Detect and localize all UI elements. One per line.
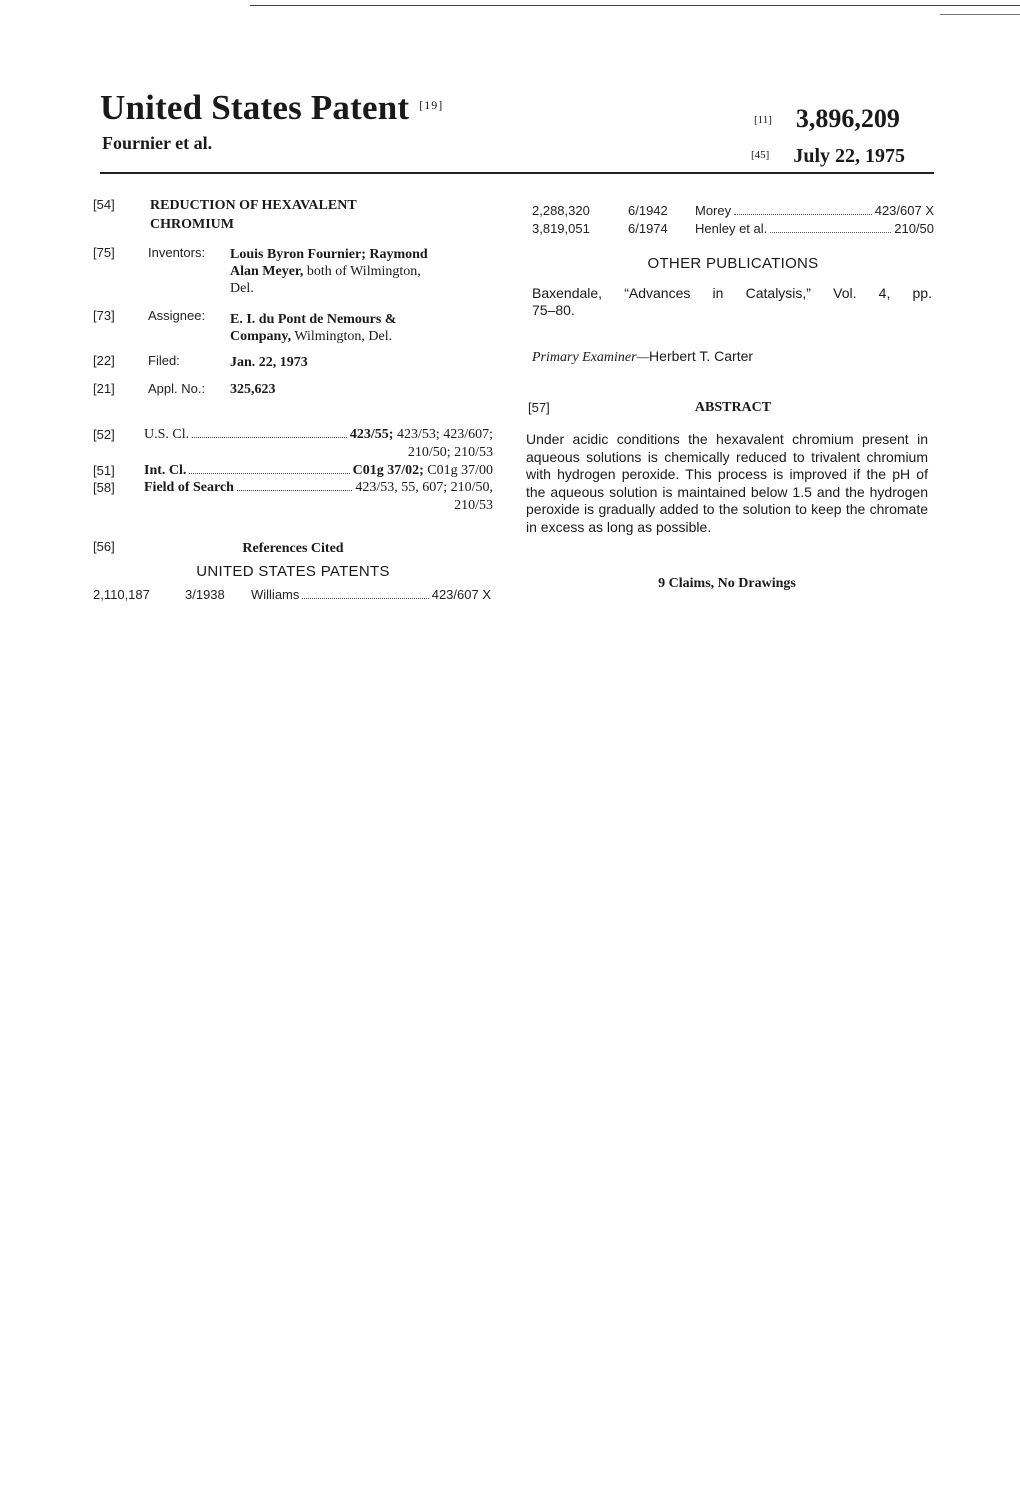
ref3-line — [695, 221, 934, 237]
filed-code: [22] — [93, 353, 115, 368]
patent-title — [100, 88, 443, 128]
filed-label: Filed: — [148, 353, 180, 368]
refs-subtitle: UNITED STATES PATENTS — [196, 563, 390, 580]
patent-date — [751, 145, 905, 168]
assignee-code: [73] — [93, 308, 115, 323]
field-title-value — [150, 196, 490, 234]
ref1-number: 2,110,187 — [93, 587, 150, 602]
us-cl-row — [144, 427, 493, 443]
ref3-class: 210/50 — [894, 221, 934, 236]
field-search-code: [58] — [93, 480, 115, 495]
ref3-name: Henley et al. — [695, 221, 768, 236]
inventors-line-2-bold: Alan Meyer, — [230, 264, 304, 279]
ref2-class: 423/607 X — [874, 203, 934, 218]
ref1-line — [251, 587, 491, 603]
field-search-row — [144, 480, 493, 496]
examiner-name: Herbert T. Carter — [649, 348, 754, 364]
patent-date-code: [45] — [751, 149, 770, 161]
patent-date-value: July 22, 1975 — [793, 145, 906, 167]
ref1-name: Williams — [251, 587, 300, 602]
abstract-text: Under acidic conditions the hexavalent chromium present in aqueous solutions is chemically reduced to trivalent chromium with hydrogen peroxide. This process is improved if the pH of the aqueous solution is maintained below 1.5 and the hydrogen peroxide is gradually added to the solution to keep the chromate in excess as long as possible. — [526, 431, 928, 535]
other-publications-text-2: 75–80. — [532, 302, 575, 318]
refs-title: References Cited — [242, 541, 344, 556]
dot-leader — [302, 597, 428, 599]
scan-line-top-right — [940, 14, 1020, 15]
inventors-line-2-rest: both of Wilmington, — [303, 264, 421, 279]
ref2-date: 6/1942 — [628, 203, 668, 218]
scan-line-top — [250, 5, 1020, 6]
int-cl-value-rest: C01g 37/00 — [423, 463, 493, 478]
us-cl-value-rest: 423/53; 423/607; — [393, 427, 493, 442]
header-rule — [100, 172, 934, 174]
dot-leader — [189, 472, 349, 474]
ref2-number: 2,288,320 — [532, 203, 590, 218]
int-cl-code: [51] — [93, 463, 115, 478]
appl-label: Appl. No.: — [148, 381, 206, 396]
field-search-value-line-2: 210/53 — [454, 498, 493, 513]
int-cl-value-bold: C01g 37/02; — [352, 463, 424, 478]
refs-code: [56] — [93, 539, 115, 554]
assignee-line-1: E. I. du Pont de Nemours & — [230, 312, 397, 327]
us-cl-label: U.S. Cl. — [144, 427, 190, 442]
ref1-class: 423/607 X — [431, 587, 491, 602]
patent-title-text: United States Patent — [100, 88, 410, 127]
int-cl-row — [144, 463, 493, 479]
inventors-line-1: Louis Byron Fournier; Raymond — [230, 247, 428, 262]
us-cl-value-bold: 423/55; — [349, 427, 394, 442]
ref3-number: 3,819,051 — [532, 221, 590, 236]
ref3-date: 6/1974 — [628, 221, 668, 236]
other-publications-title: OTHER PUBLICATIONS — [647, 255, 819, 272]
claims-summary: 9 Claims, No Drawings — [658, 576, 796, 591]
patent-authors: Fournier et al. — [102, 133, 213, 153]
patent-number-value: 3,896,209 — [795, 104, 900, 133]
dot-leader — [237, 489, 352, 491]
abstract-title: ABSTRACT — [694, 400, 772, 415]
assignee-line-2-rest: Wilmington, Del. — [291, 329, 393, 344]
abstract-code: [57] — [528, 400, 550, 415]
other-publications-text: Baxendale, “Advances in Catalysis,” Vol. 4, pp. — [532, 285, 932, 301]
patent-number-code: [11] — [754, 114, 772, 126]
dot-leader — [734, 213, 872, 215]
int-cl-label: Int. Cl. — [144, 463, 187, 478]
appl-code: [21] — [93, 381, 115, 396]
ref1-date: 3/1938 — [185, 587, 225, 602]
dot-leader — [192, 436, 347, 438]
ref2-name: Morey — [695, 203, 732, 218]
assignee-label: Assignee: — [148, 308, 206, 323]
title-line-2: CHROMIUM — [150, 217, 234, 232]
inventors-label: Inventors: — [148, 245, 206, 260]
inventors-code: [75] — [93, 245, 115, 260]
dot-leader — [770, 231, 891, 233]
field-search-label: Field of Search — [144, 480, 234, 495]
field-search-value: 423/53, 55, 607; 210/50, — [355, 480, 493, 495]
field-title-code: [54] — [93, 197, 115, 212]
patent-number — [754, 104, 900, 134]
inventors-line-3: Del. — [230, 281, 254, 296]
assignee-value — [230, 311, 490, 345]
filed-value: Jan. 22, 1973 — [230, 355, 308, 370]
us-cl-code: [52] — [93, 427, 115, 442]
title-line-1: REDUCTION OF HEXAVALENT — [150, 198, 357, 213]
appl-value: 325,623 — [230, 382, 276, 397]
us-cl-value-line-2: 210/50; 210/53 — [407, 445, 493, 460]
examiner-label: Primary Examiner— — [532, 350, 650, 365]
ref2-line — [695, 203, 934, 219]
primary-examiner — [532, 348, 753, 366]
inventors-value — [230, 246, 490, 297]
assignee-line-2-bold: Company, — [230, 329, 292, 344]
title-code: [19] — [419, 98, 444, 112]
